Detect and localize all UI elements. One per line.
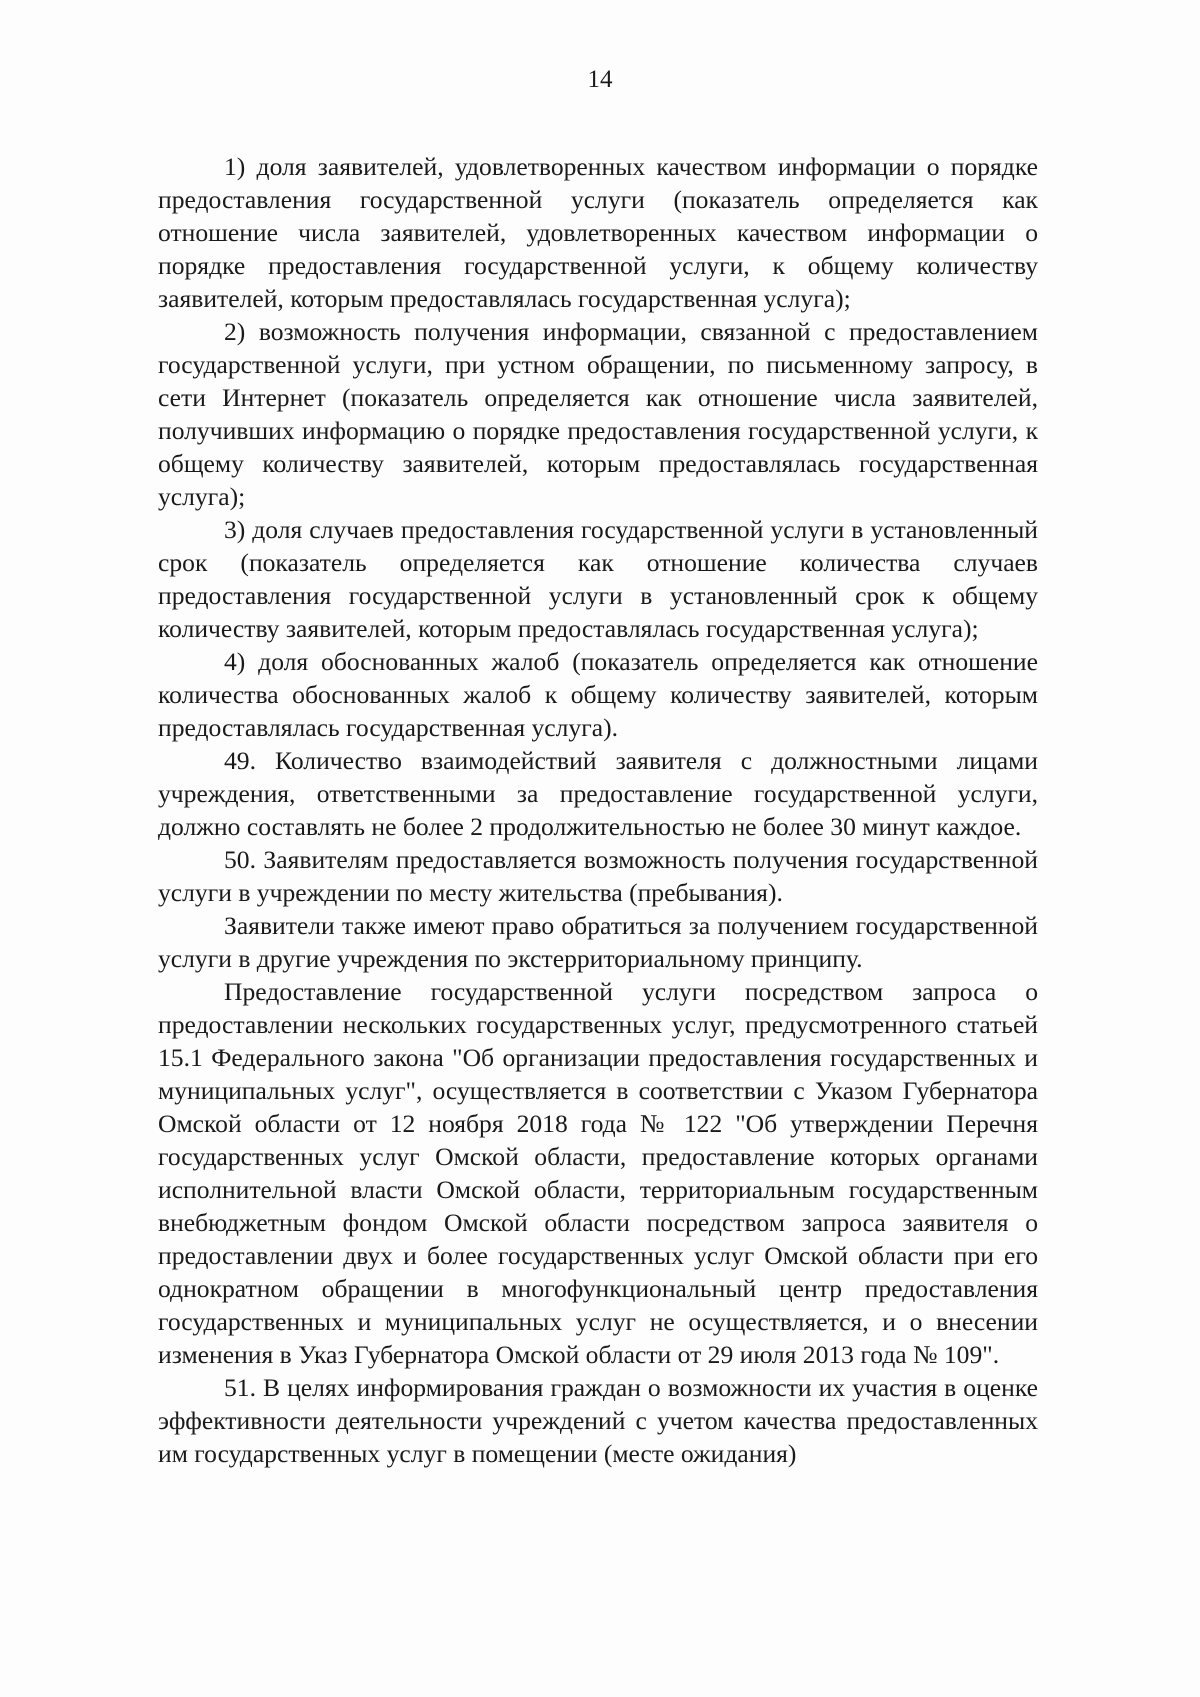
document-body (158, 150, 1038, 1470)
paragraph-indicator-2: 2) возможность получения информации, связанной с предоставлением государственной услуги, при устном обращении, по письменному запросу, в сети Интернет (показатель определяется как отношение числа заявителей, получивших информацию о порядке предоставления государственной услуги, к общему количеству заявителей, которым предоставлялась государственная услуга); (158, 317, 1038, 511)
paragraph-clause-51: 51. В целях информирования граждан о возможности их участия в оценке эффективности деятельности учреждений с учетом качества предоставленных им государственных услуг в помещении (месте ожидания) (158, 1373, 1038, 1468)
page-number: 14 (587, 66, 613, 93)
paragraph-extraterritorial: Заявители также имеют право обратиться за получением государственной услуги в другие учреждения по экстерриториальному принципу. (158, 911, 1038, 973)
paragraph-clause-49: 49. Количество взаимодействий заявителя с должностными лицами учреждения, ответственными за предоставление государственной услуги, должно составлять не более 2 продолжительностью не более 30 минут каждое. (158, 746, 1038, 841)
paragraph-indicator-4: 4) доля обоснованных жалоб (показатель определяется как отношение количества обоснованных жалоб к общему количеству заявителей, которым предоставлялась государственная услуга). (158, 647, 1038, 742)
paragraph-complex-request: Предоставление государственной услуги посредством запроса о предоставлении нескольких государственных услуг, предусмотренного статьей 15.1 Федерального закона "Об организации предоставления государственных и муниципальных услуг", осуществляется в соответствии с Указом Губернатора Омской области от 12 ноября 2018 года № 122 "Об утверждении Перечня государственных услуг Омской области, предоставление которых органами исполнительной власти Омской области, территориальным государственным внебюджетным фондом Омской области посредством запроса заявителя о предоставлении двух и более государственных услуг Омской области при его однократном обращении в многофункциональный центр предоставления государственных и муниципальных услуг не осуществляется, и о внесении изменения в Указ Губернатора Омской области от 29 июля 2013 года № 109". (158, 977, 1038, 1369)
paragraph-indicator-3: 3) доля случаев предоставления государственной услуги в установленный срок (показатель определяется как отношение количества случаев предоставления государственной услуги в установленный срок к общему количеству заявителей, которым предоставлялась государственная услуга); (158, 515, 1038, 643)
paragraph-clause-50: 50. Заявителям предоставляется возможность получения государственной услуги в учреждении по месту жительства (пребывания). (158, 845, 1038, 907)
paragraph-indicator-1: 1) доля заявителей, удовлетворенных качеством информации о порядке предоставления государственной услуги (показатель определяется как отношение числа заявителей, удовлетворенных качеством информации о порядке предоставления государственной услуги, к общему количеству заявителей, которым предоставлялась государственная услуга); (158, 152, 1038, 313)
